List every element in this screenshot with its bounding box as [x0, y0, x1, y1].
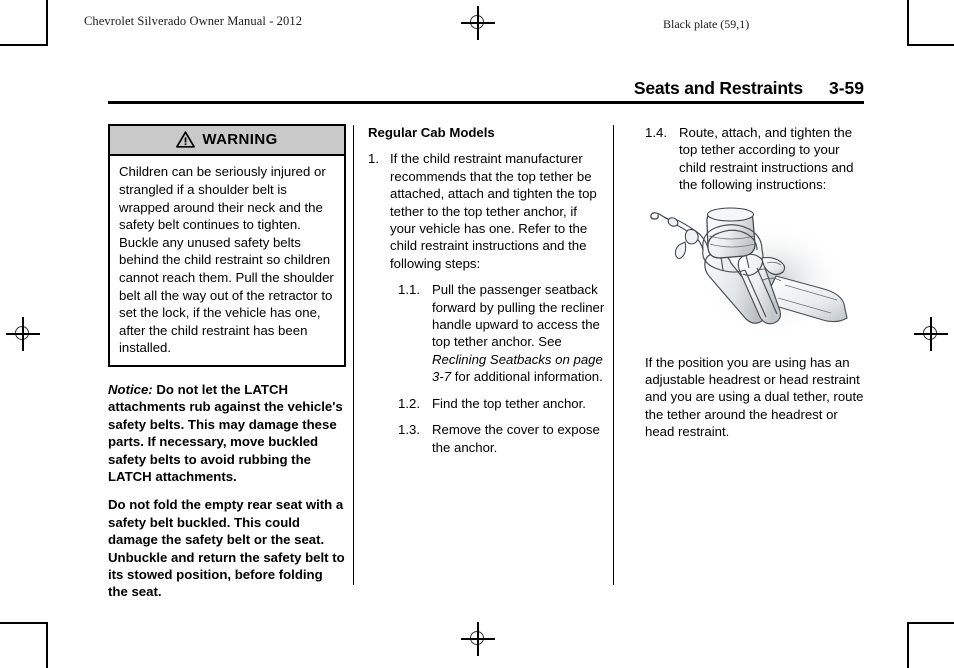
seat-headrest-tether-routing-illustration [645, 206, 867, 344]
crop-corner-bottom-left-horizontal [0, 622, 46, 624]
list-item [398, 421, 606, 456]
cross-reference-link[interactable]: Reclining Seatbacks on page 3-7 [432, 351, 603, 385]
list-item-text: If the child restraint manufacturer recommends that the top tether be attached, attach and tighten the top tether to the top tether anchor, if your vehicle has one. Refer to the child restraint instructions and the following steps: [390, 151, 597, 271]
crop-corner-top-left-vertical [46, 0, 48, 46]
list-item [368, 150, 606, 272]
list-item [398, 281, 606, 385]
registration-horizontal-line [6, 333, 40, 335]
crop-corner-top-right-vertical [907, 0, 909, 46]
list-item [398, 395, 606, 412]
warning-body-text: Children can be seriously injured or strangled if a shoulder belt is wrapped around their neck and the safety belt continues to tighten. Buckle any unused safety belts behind the child restraint so children cannot reach them. Pull the shoulder belt all the way out of the retractor to set the lock, if the vehicle has one, after the child restraint has been installed. [119, 164, 334, 356]
list-item-number: 1.4. [645, 125, 667, 140]
notice-label: Notice: [108, 381, 153, 397]
right-column [645, 124, 867, 441]
column-separator-left [353, 125, 354, 585]
warning-label: WARNING [202, 131, 278, 148]
crop-corner-bottom-left-vertical [46, 622, 48, 668]
sub-item-text-after: for additional information. [451, 369, 603, 385]
crop-corner-bottom-right-horizontal [907, 622, 954, 624]
list-item-number: 1.2. [398, 395, 420, 411]
regular-cab-models-heading: Regular Cab Models [368, 125, 495, 140]
crop-corner-top-right-horizontal [907, 44, 954, 46]
rear-seat-paragraph: Do not fold the empty rear seat with a safety belt buckled. This could damage the safety belt or the seat. Unbuckle and return the safety belt to its stowed position, before folding the seat. [108, 497, 345, 600]
column-separator-right [613, 125, 614, 585]
registration-horizontal-line [461, 22, 495, 24]
illustration-caption: If the position you are using has an adjustable headrest or head restraint and you are using a dual tether, route the tether around the headrest or head restraint. [645, 354, 864, 440]
section-title: Seats and Restraints [633, 78, 803, 98]
section-title-bar [108, 78, 864, 99]
warning-box-header [110, 126, 344, 156]
notice-paragraph [108, 381, 346, 485]
list-item-number: 1.1. [398, 282, 420, 298]
registration-mark-bottom [461, 622, 495, 656]
registration-mark-top [461, 6, 495, 40]
black-plate-note: Black plate (59,1) [663, 17, 750, 31]
notice-body: Do not let the LATCH attachments rub against the vehicle's safety belts. This may damage these parts. If necessary, move buckled safety belts to avoid rubbing the LATCH attachments. [108, 381, 343, 484]
list-item-number: 1.3. [398, 422, 420, 438]
page-number: 3-59 [828, 78, 864, 98]
list-item-number: 1. [368, 151, 379, 167]
registration-horizontal-line [914, 333, 948, 335]
registration-horizontal-line [461, 638, 495, 640]
sub-list [398, 281, 606, 456]
crop-corner-bottom-right-vertical [907, 622, 909, 668]
list-item-text [432, 281, 606, 385]
registration-mark-left [6, 317, 40, 351]
list-item-text: Route, attach, and tighten the top tether according to your child restraint instructions and the following instructions: [679, 125, 854, 193]
manual-title-header: Chevrolet Silverado Owner Manual - 2012 [84, 14, 303, 28]
section-title-rule [108, 101, 864, 104]
illustration-svg [645, 206, 867, 344]
warning-box [108, 124, 346, 367]
left-column [108, 124, 346, 601]
list-item-text: Remove the cover to expose the anchor. [432, 422, 600, 455]
list-item [645, 124, 867, 194]
warning-triangle-icon [176, 131, 195, 148]
registration-mark-right [914, 317, 948, 351]
middle-column [368, 124, 606, 456]
crop-corner-top-left-horizontal [0, 44, 46, 46]
list-item-text: Find the top tether anchor. [432, 395, 586, 411]
sub-item-text-before: Pull the passenger seatback forward by pulling the recliner handle upward to access the top tether anchor. See [432, 282, 605, 350]
